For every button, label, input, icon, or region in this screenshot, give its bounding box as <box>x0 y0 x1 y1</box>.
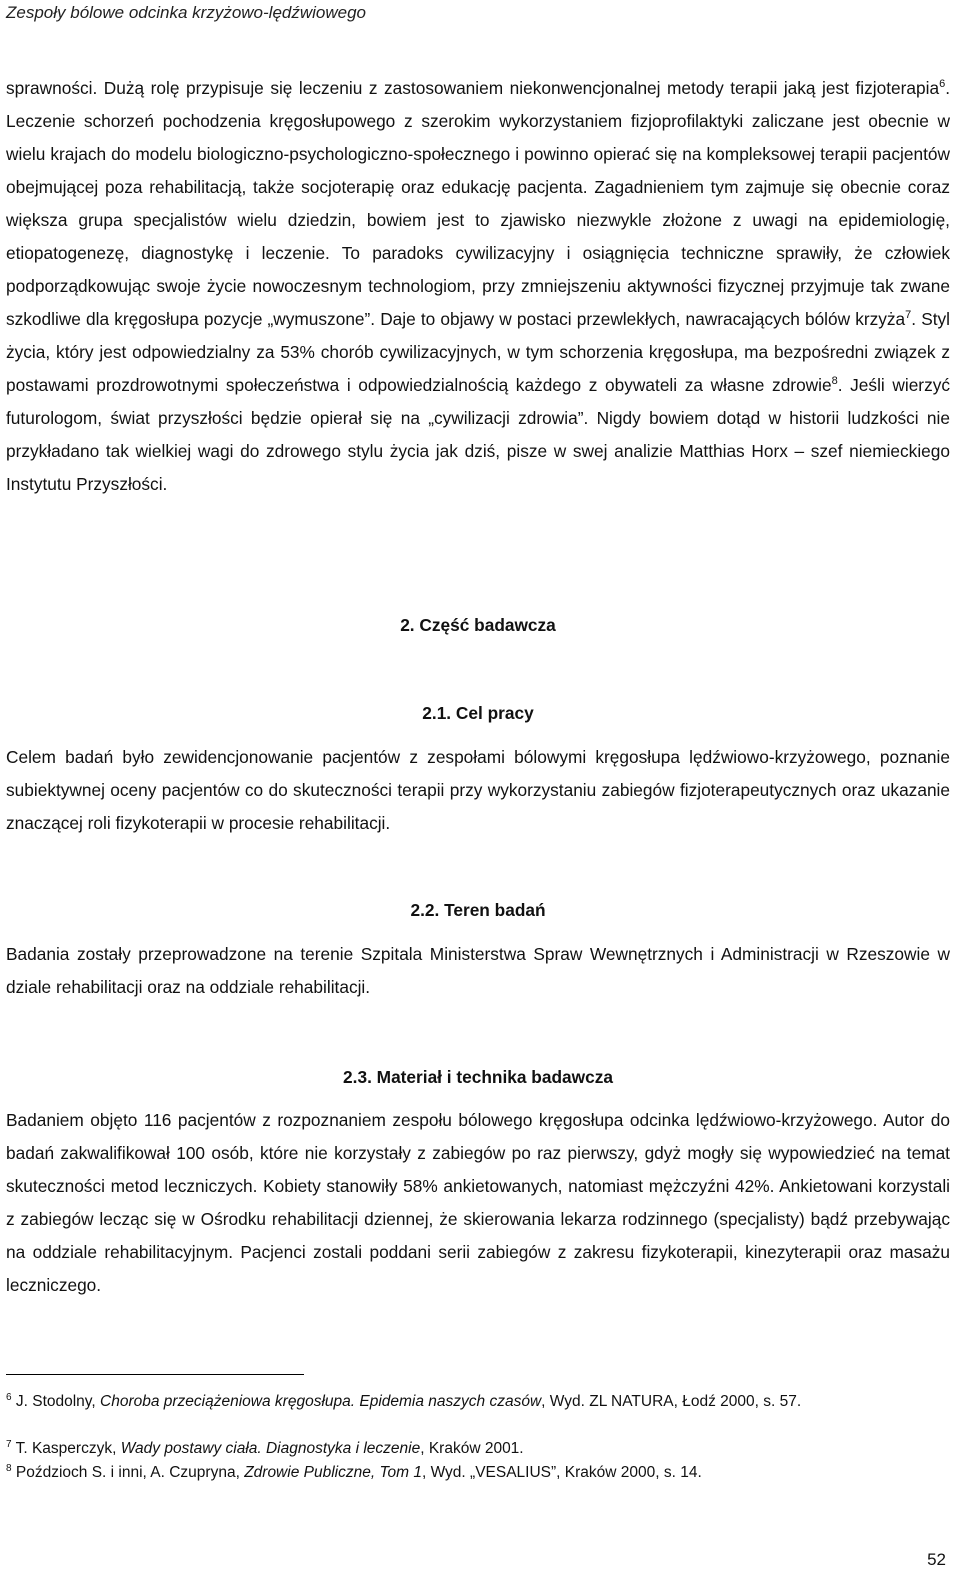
footnote-ref-8[interactable]: 8 <box>831 375 838 388</box>
footnote-title: Wady postawy ciała. Diagnostyka i leczenie <box>120 1440 421 1457</box>
footnote-publisher: , Kraków 2001. <box>420 1440 524 1457</box>
footnote-number: 6 <box>6 1391 12 1403</box>
footnote-ref-6[interactable]: 6 <box>939 78 946 91</box>
footnote-ref-7[interactable]: 7 <box>905 309 912 322</box>
intro-text-c: . Styl życia, który jest odpowiedzialny za 53% chorób cywilizacyjnych, w tym schorzenia kręgosłupa, ma bezpośredni związek z postawami prozdrowotnymi społeczeństwa i odpowiedzialnością każdego z obywateli za własne zdrowie <box>6 309 950 395</box>
footnote-publisher: , Wyd. ZL NATURA, Łodź 2000, s. 57. <box>541 1393 802 1410</box>
page-number: 52 <box>927 1550 946 1569</box>
intro-text-b: . Leczenie schorzeń pochodzenia kręgosłupowego z szerokim wykorzystaniem fizjoprofilaktyki zaliczane jest obecnie w wielu krajach do modelu biologiczno-psychologiczno-społecznego i powinno opierać się na kompleksowej terapii pacjentów obejmującej poza rehabilitacją, także socjoterapię oraz edukację pacjenta. Zagadnieniem tym zajmuje się obecnie coraz większa grupa specjalistów wielu dziedzin, bowiem jest to zjawisko niezwykle złożone z uwagi na epidemiologię, etiopatogenezę, diagnostykę i leczenie. To paradoks cywilizacyjny i osiągnięcia techniczne sprawiły, że człowiek podporządkowując swoje życie nowoczesnym technologiom, przy zmniejszeniu aktywności fizycznej przyjmuje tak zwane szkodliwe dla kręgosłupa pozycje „wymuszone”. Daje to objawy w postaci przewlekłych, nawracających bólów krzyża <box>6 78 950 329</box>
section-2-2-heading: 2.2. Teren badań <box>410 900 546 920</box>
section-2-1-text: Celem badań było zewidencjonowanie pacjentów z zespołami bólowymi kręgosłupa lędźwiowo-krzyżowego, poznanie subiektywnej oceny pacjentów co do skuteczności terapii przy wykorzystaniu zabiegów fizjoterapeutycznych oraz ukazanie znaczącej roli fizykoterapii w procesie rehabilitacji. <box>6 747 950 833</box>
footnote-title: Zdrowie Publiczne, Tom 1 <box>244 1464 422 1481</box>
section-2-3-text: Badaniem objęto 116 pacjentów z rozpoznaniem zespołu bólowego kręgosłupa odcinka lędźwiowo-krzyżowego. Autor do badań zakwalifikował 100 osób, które nie korzystały z zabiegów po raz pierwszy, gdyż mogły się wypowiedzieć na temat skuteczności metod leczniczych. Kobiety stanowiły 58% ankietowanych, natomiast mężczyźni 42%. Ankietowani korzystali z zabiegów lecząc się w Ośrodku rehabilitacji dziennej, że skierowania lekarza rodzinnego (specjalisty) bądź przebywając na oddziale rehabilitacyjnym. Pacjenci zostali poddani serii zabiegów z zakresu fizykoterapii, kinezyterapii oraz masażu leczniczego. <box>6 1110 950 1295</box>
footnote-number: 7 <box>6 1438 12 1450</box>
footnote-publisher: , Wyd. „VESALIUS”, Kraków 2000, s. 14. <box>421 1464 702 1481</box>
footnote-author: T. Kasperczyk, <box>11 1440 121 1457</box>
footnote-separator <box>6 1374 304 1375</box>
running-head: Zespoły bólowe odcinka krzyżowo-lędźwiowego <box>6 3 367 22</box>
section-2-2-text: Badania zostały przeprowadzone na terenie Szpitala Ministerstwa Spraw Wewnętrznych i Administracji w Rzeszowie w dziale rehabilitacji oraz na oddziale rehabilitacji. <box>6 944 950 997</box>
footnote-number: 8 <box>6 1462 12 1474</box>
footnote-author: J. Stodolny, <box>11 1393 101 1410</box>
footnote-title: Choroba przeciążeniowa kręgosłupa. Epidemia naszych czasów <box>100 1393 542 1410</box>
intro-paragraph <box>6 72 950 501</box>
intro-text-d: . Jeśli wierzyć futurologom, świat przyszłości będzie opierał się na „cywilizacji zdrowia”. Nigdy bowiem dotąd w historii ludzkości nie przykładano tak wielkiej wagi do zdrowego stylu życia jak dziś, pisze w swej analizie Matthias Horx – szef niemieckiego Instytutu Przyszłości. <box>6 375 950 494</box>
footnote-7 <box>6 1437 936 1461</box>
footnote-6 <box>6 1390 936 1414</box>
intro-text-a: sprawności. Dużą rolę przypisuje się leczeniu z zastosowaniem niekonwencjonalnej metody terapii jaką jest fizjoterapia <box>6 78 940 98</box>
footnote-8 <box>6 1461 936 1485</box>
section-2-heading: 2. Część badawcza <box>400 615 556 635</box>
section-2-1-heading: 2.1. Cel pracy <box>422 703 534 723</box>
footnote-author: Poździoch S. i inni, A. Czupryna, <box>11 1464 245 1481</box>
section-2-3-heading: 2.3. Materiał i technika badawcza <box>343 1067 613 1087</box>
